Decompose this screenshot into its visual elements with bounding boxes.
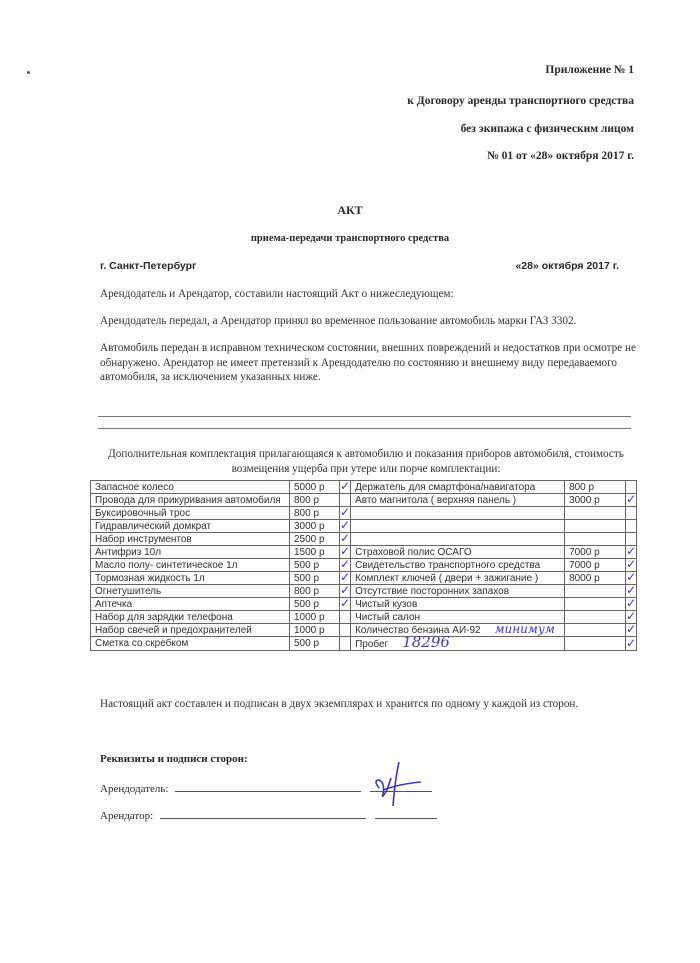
left-price-cell [290,520,340,533]
left-price-cell [290,611,340,624]
right-item-text: Комплект ключей ( двери + зажигание ) [355,572,539,584]
left-price-cell [290,572,340,585]
lessee-label: Арендатор: [100,810,154,822]
right-price-cell [565,494,626,507]
right-price-text: 3000 р [569,494,600,506]
check-mark-icon: ✓ [340,596,351,610]
left-price-text: 3000 р [294,520,325,532]
right-item-cell [351,520,565,533]
document-title: АКТ [337,203,363,217]
left-item-text: Буксировочный трос [95,507,191,519]
left-price-cell [290,494,340,507]
left-price-text: 800 р [294,507,320,519]
left-item-text: Масло полу- синтетическое 1л [95,559,238,571]
right-check-cell[interactable] [626,637,637,651]
left-price-text: 1000 р [294,624,325,636]
check-mark-icon: ✓ [626,570,637,584]
left-price-cell [290,624,340,637]
left-price-text: 500 р [294,559,320,571]
right-item-text: Пробег [355,639,389,650]
right-price-cell [565,624,626,637]
contract-number-date: № 01 от «28» октября 2017 г. [487,150,634,162]
right-price-cell [565,637,626,651]
left-price-text: 500 р [294,598,320,610]
check-mark-icon: ✓ [626,557,637,571]
left-check-cell[interactable] [340,637,351,651]
right-item-text: Свидетельство транспортного средства [355,559,541,571]
check-mark-icon: ✓ [626,544,637,558]
right-item-text: Количество бензина АИ-92 [355,625,481,636]
lessor-name-field[interactable] [175,781,361,792]
left-price-text: 1500 р [294,546,325,558]
left-price-text: 800 р [294,494,320,506]
right-price-cell [565,533,626,546]
check-mark-icon: ✓ [340,479,351,493]
condition-paragraph: Автомобиль передан в исправном техническом состоянии, внешних повреждений и недостатков при осмотре не обнаружено. Арендатор не имеет претензий к Арендодателю по состоянию и внешнему виду передаваемого автомобиля, за исключением указанных ниже. [100,342,636,383]
right-item-cell [351,481,565,494]
right-price-cell [565,481,626,494]
left-item-cell [91,585,290,598]
table-row [91,494,637,507]
check-mark-icon: ✓ [340,583,351,597]
handwritten-note: минимум [494,622,555,636]
table-row [91,507,637,520]
left-price-text: 500 р [294,572,320,584]
document-subtitle: приема-передачи транспортного средства [250,233,450,244]
left-item-cell [91,494,290,507]
table-row [91,585,637,598]
check-mark-icon: ✓ [340,557,351,571]
table-row [91,572,637,585]
scan-speck [27,71,30,74]
left-item-text: Сметка со скребком [95,638,189,649]
lessee-name-field[interactable] [160,808,366,819]
right-price-cell [565,572,626,585]
right-item-text: Чистый салон [355,611,421,623]
left-item-text: Огнетушитель [95,585,162,597]
right-price-text: 800 р [569,481,595,493]
remarks-line-2[interactable] [98,428,631,429]
city: г. Санкт-Петербург [100,260,197,272]
right-item-text: Страховой полис ОСАГО [355,546,472,558]
right-check-cell[interactable] [626,507,637,520]
left-price-cell [290,585,340,598]
right-check-cell[interactable] [626,494,637,507]
handwritten-note: 18296 [402,633,450,651]
left-price-text: 500 р [294,638,320,649]
left-item-cell [91,624,290,637]
left-price-cell [290,507,340,520]
table-row [91,598,637,611]
left-item-cell [91,598,290,611]
left-price-text: 1000 р [294,611,325,623]
right-item-cell [351,494,565,507]
act-date: «28» октября 2017 г. [515,260,619,272]
right-item-cell [351,598,565,611]
lessor-label: Арендодатель: [100,783,169,795]
left-item-cell [91,546,290,559]
table-row [91,533,637,546]
contract-type: без экипажа с физическим лицом [460,123,634,135]
equipment-intro: Дополнительная комплектация прилагающаяся к автомобилю и показания приборов автомобиля, стоимость возмещения ущерба при утере или порче комплектации: [108,448,624,475]
right-item-text: Авто магнитола ( верхняя панель ) [355,494,517,506]
right-item-text: Чистый кузов [355,598,418,610]
equipment-table [90,480,637,651]
right-price-cell [565,520,626,533]
right-item-cell [351,559,565,572]
left-item-cell [91,559,290,572]
left-item-cell [91,507,290,520]
right-price-text: 7000 р [569,546,600,558]
left-price-cell [290,637,340,651]
left-item-cell [91,572,290,585]
copies-paragraph: Настоящий акт составлен и подписан в двух экземплярах и хранится по одному у каждой из сторон. [100,698,579,710]
signatures-heading: Реквизиты и подписи сторон: [100,753,248,765]
check-mark-icon: ✓ [340,505,351,519]
right-item-text: Отсутствие посторонних запахов [355,585,510,597]
right-item-cell [351,624,565,637]
left-item-cell [91,520,290,533]
right-price-cell [565,507,626,520]
left-item-text: Тормозная жидкость 1л [95,572,205,584]
right-price-cell [565,611,626,624]
left-item-cell [91,637,290,651]
check-mark-icon: ✓ [626,609,637,623]
left-item-text: Аптечка [95,598,133,610]
left-price-cell [290,546,340,559]
check-mark-icon: ✓ [626,622,637,636]
right-item-cell [351,546,565,559]
right-price-cell [565,585,626,598]
left-item-cell [91,533,290,546]
right-item-cell [351,533,565,546]
remarks-line-1[interactable] [98,416,631,417]
left-item-cell [91,481,290,494]
left-price-text: 800 р [294,585,320,597]
left-item-text: Запасное колесо [95,481,174,493]
check-mark-icon: ✓ [626,583,637,597]
left-item-text: Гидравлический домкрат [95,520,212,532]
table-row [91,559,637,572]
table-row [91,624,637,637]
right-price-text: 8000 р [569,572,600,584]
check-mark-icon: ✓ [340,518,351,532]
table-row [91,481,637,494]
left-item-text: Антифриз 10л [95,546,162,558]
intro-paragraph: Арендодатель и Арендатор, составили настоящий Акт о нижеследующем: [100,288,454,300]
left-item-text: Набор инструментов [95,533,192,545]
right-item-cell [351,572,565,585]
right-price-text: 7000 р [569,559,600,571]
left-item-text: Набор для зарядки телефона [95,611,233,623]
right-price-cell [565,559,626,572]
right-price-cell [565,598,626,611]
left-check-cell[interactable] [340,611,351,624]
left-price-cell [290,533,340,546]
transfer-paragraph: Арендодатель передал, а Арендатор принял во временное пользование автомобиль марки ГАЗ 3302. [100,315,577,327]
left-check-cell[interactable] [340,598,351,611]
left-price-cell [290,598,340,611]
right-item-cell [351,507,565,520]
table-row [91,520,637,533]
lessor-signature [365,760,425,810]
left-check-cell[interactable] [340,481,351,494]
check-mark-icon: ✓ [626,635,637,650]
appendix-number: Приложение № 1 [545,64,634,76]
lessee-signature-row [100,808,437,822]
left-item-text: Набор свечей и предохранителей [95,624,252,636]
right-item-cell [351,585,565,598]
right-price-cell [565,546,626,559]
left-price-cell [290,481,340,494]
check-mark-icon: ✓ [626,492,637,506]
right-check-cell[interactable] [626,520,637,533]
lessee-signature-field[interactable] [375,808,437,819]
check-mark-icon: ✓ [626,596,637,610]
contract-reference: к Договору аренды транспортного средства [407,95,634,107]
left-price-cell [290,559,340,572]
left-check-cell[interactable] [340,624,351,637]
check-mark-icon: ✓ [340,544,351,558]
check-mark-icon: ✓ [340,531,351,545]
left-item-cell [91,611,290,624]
left-item-text: Провода для прикуривания автомобиля [95,494,281,506]
check-mark-icon: ✓ [340,570,351,584]
table-row [91,546,637,559]
right-item-cell [351,633,565,651]
right-item-text: Держатель для смартфона/навигатора [355,481,536,493]
left-price-text: 5000 р [294,481,325,493]
left-price-text: 2500 р [294,533,325,545]
table-row [91,637,637,651]
